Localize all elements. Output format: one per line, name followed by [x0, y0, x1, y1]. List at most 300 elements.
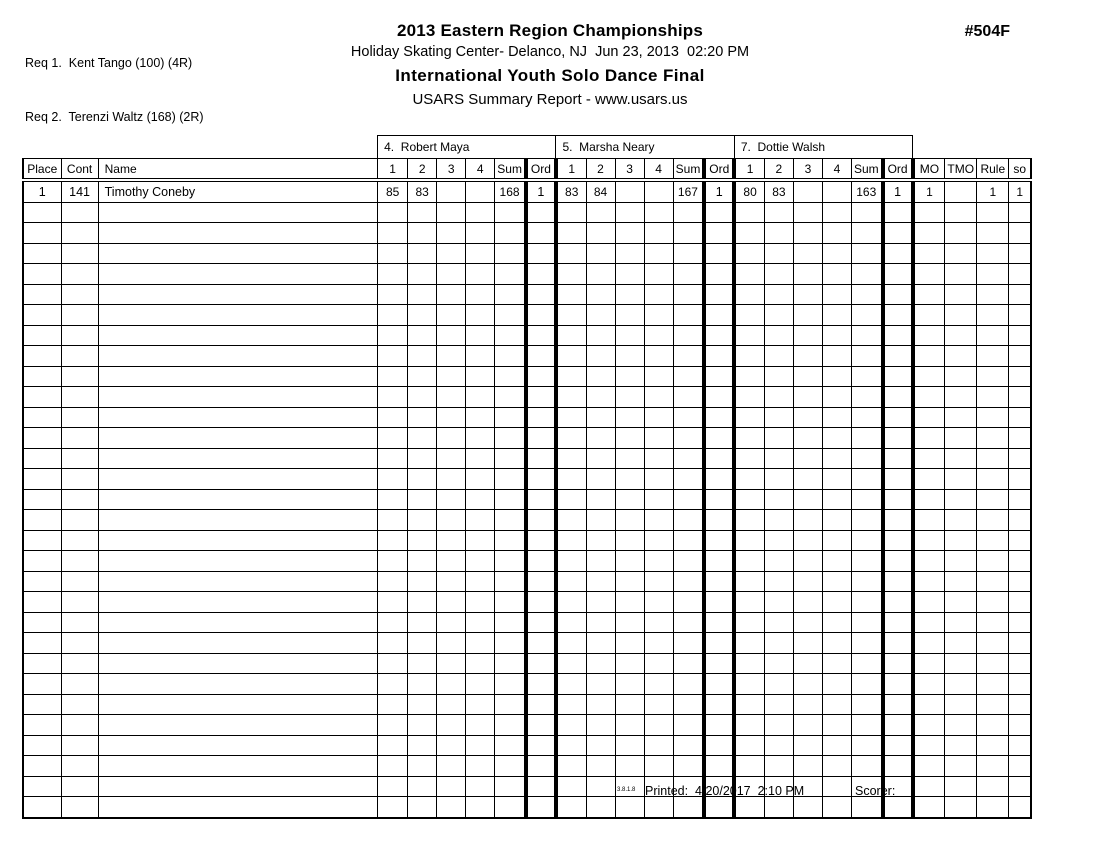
cell-score [466, 571, 495, 592]
report-type-line: USARS Summary Report - www.usars.us [412, 90, 688, 108]
cell-sum [852, 633, 883, 654]
header-j2-3: 3 [615, 159, 644, 181]
cell-score [734, 407, 764, 428]
cell-score [556, 551, 586, 572]
cell-ordinal [883, 346, 913, 367]
cell-ordinal [526, 387, 556, 408]
cell-sum [852, 264, 883, 285]
cell-score [822, 694, 851, 715]
cell-score [793, 202, 822, 223]
cell-cont [61, 407, 98, 428]
cell-score [764, 469, 793, 490]
cell-cont [61, 551, 98, 572]
cell-score [615, 510, 644, 531]
cell-score [793, 612, 822, 633]
cell-ordinal [883, 469, 913, 490]
cell-sum [852, 530, 883, 551]
cell-score [615, 612, 644, 633]
cell-skater-name [98, 510, 377, 531]
cell-score [764, 674, 793, 695]
cell-score [466, 612, 495, 633]
cell-cont [61, 243, 98, 264]
cell-cont [61, 571, 98, 592]
table-row [23, 264, 1031, 285]
cell-skater-name [98, 756, 377, 777]
cell-score [822, 756, 851, 777]
table-row [23, 180, 1031, 202]
cell-score [822, 202, 851, 223]
cell-sum [852, 756, 883, 777]
cell-score [615, 284, 644, 305]
cell-so [1009, 633, 1031, 654]
cell-sum [852, 612, 883, 633]
cell-tmo [945, 510, 977, 531]
cell-score [586, 674, 615, 695]
cell-so [1009, 756, 1031, 777]
cell-score [764, 202, 793, 223]
cell-sum [852, 551, 883, 572]
cell-score [764, 571, 793, 592]
cell-score [764, 715, 793, 736]
cell-ordinal [526, 510, 556, 531]
cell-score [437, 202, 466, 223]
cell-score [466, 551, 495, 572]
cell-cont [61, 448, 98, 469]
cell-score [644, 510, 673, 531]
cell-cont [61, 387, 98, 408]
cell-score [556, 612, 586, 633]
cell-score [556, 346, 586, 367]
cell-skater-name [98, 694, 377, 715]
cell-rule [977, 325, 1009, 346]
cell-score [615, 735, 644, 756]
header-j1-4: 4 [466, 159, 495, 181]
software-version: 3.8.1.8 [617, 787, 636, 793]
cell-score [437, 387, 466, 408]
cell-cont [61, 715, 98, 736]
cell-score [378, 715, 408, 736]
cell-score [408, 305, 437, 326]
cell-score [437, 530, 466, 551]
cell-mo [913, 284, 945, 305]
cell-score [615, 653, 644, 674]
cell-score [556, 592, 586, 613]
table-row [23, 551, 1031, 572]
cell-score [793, 264, 822, 285]
cell-sum [673, 448, 704, 469]
cell-score [556, 428, 586, 449]
cell-score: 85 [378, 180, 408, 202]
cell-score [793, 448, 822, 469]
judge-1-name: 4. Robert Maya [378, 136, 556, 159]
cell-rule [977, 571, 1009, 592]
cell-score [615, 551, 644, 572]
cell-ordinal [526, 448, 556, 469]
cell-score [466, 448, 495, 469]
cell-sum [852, 510, 883, 531]
cell-score [822, 469, 851, 490]
cell-ordinal [526, 264, 556, 285]
cell-score [644, 735, 673, 756]
cell-score [764, 448, 793, 469]
cell-tmo [945, 530, 977, 551]
cell-sum [673, 428, 704, 449]
cell-mo [913, 366, 945, 387]
cell-score [437, 756, 466, 777]
cell-ordinal [704, 653, 734, 674]
cell-score [734, 448, 764, 469]
cell-score [466, 428, 495, 449]
cell-ordinal [526, 346, 556, 367]
cell-skater-name [98, 653, 377, 674]
cell-score [378, 694, 408, 715]
cell-mo [913, 223, 945, 244]
cell-mo [913, 264, 945, 285]
cell-score [822, 674, 851, 695]
cell-score [822, 346, 851, 367]
cell-so [1009, 715, 1031, 736]
judge-row-left-spacer [23, 136, 378, 159]
cell-ordinal [704, 592, 734, 613]
cell-tmo [945, 571, 977, 592]
cell-score [556, 674, 586, 695]
cell-score [408, 530, 437, 551]
cell-sum [673, 551, 704, 572]
header-place: Place [23, 159, 61, 181]
cell-place [23, 284, 61, 305]
cell-sum [495, 264, 526, 285]
cell-score [822, 510, 851, 531]
cell-ordinal: 1 [526, 180, 556, 202]
cell-score [586, 428, 615, 449]
cell-score [734, 612, 764, 633]
cell-score [793, 592, 822, 613]
scorer-label: Scorer: [855, 784, 896, 798]
judge-row-right-spacer [913, 136, 1031, 159]
cell-ordinal [526, 735, 556, 756]
cell-score [466, 264, 495, 285]
cell-ordinal [526, 284, 556, 305]
req-line-2: Req 2. Terenzi Waltz (168) (2R) [25, 110, 204, 124]
cell-score [408, 428, 437, 449]
cell-so [1009, 407, 1031, 428]
cell-rule [977, 715, 1009, 736]
cell-sum: 163 [852, 180, 883, 202]
cell-score [793, 653, 822, 674]
cell-ordinal [526, 715, 556, 736]
cell-score [764, 325, 793, 346]
cell-sum [852, 284, 883, 305]
cell-rule [977, 346, 1009, 367]
cell-sum [495, 325, 526, 346]
header-j1-3: 3 [437, 159, 466, 181]
cell-rule [977, 469, 1009, 490]
cell-score [793, 715, 822, 736]
cell-place [23, 530, 61, 551]
cell-score [764, 510, 793, 531]
cell-cont: 141 [61, 180, 98, 202]
cell-score [615, 694, 644, 715]
req-line-1: Req 1. Kent Tango (100) (4R) [25, 56, 193, 70]
header-j3-3: 3 [793, 159, 822, 181]
cell-place [23, 243, 61, 264]
cell-skater-name [98, 202, 377, 223]
cell-score [615, 756, 644, 777]
table-row [23, 202, 1031, 223]
cell-score [378, 243, 408, 264]
table-row [23, 592, 1031, 613]
cell-tmo [945, 243, 977, 264]
cell-score [764, 243, 793, 264]
cell-score [734, 223, 764, 244]
cell-tmo [945, 735, 977, 756]
cell-score [822, 180, 851, 202]
table-row [23, 571, 1031, 592]
cell-score [822, 653, 851, 674]
cell-ordinal [883, 674, 913, 695]
cell-score [437, 305, 466, 326]
cell-place [23, 366, 61, 387]
cell-score [466, 407, 495, 428]
cell-sum [852, 448, 883, 469]
cell-sum [495, 510, 526, 531]
cell-score [644, 551, 673, 572]
cell-score [408, 633, 437, 654]
cell-ordinal [883, 551, 913, 572]
cell-score [437, 180, 466, 202]
cell-ordinal: 1 [883, 180, 913, 202]
cell-score [822, 387, 851, 408]
cell-score [437, 653, 466, 674]
cell-mo [913, 735, 945, 756]
cell-score [615, 243, 644, 264]
cell-cont [61, 223, 98, 244]
cell-cont [61, 510, 98, 531]
cell-so [1009, 469, 1031, 490]
cell-rule [977, 735, 1009, 756]
cell-score [408, 612, 437, 633]
cell-score [644, 715, 673, 736]
cell-ordinal [704, 284, 734, 305]
cell-score [764, 592, 793, 613]
cell-so [1009, 612, 1031, 633]
table-row [23, 243, 1031, 264]
cell-place [23, 428, 61, 449]
cell-score [408, 202, 437, 223]
cell-score [734, 592, 764, 613]
cell-score [793, 551, 822, 572]
cell-score [408, 592, 437, 613]
cell-ordinal [526, 305, 556, 326]
cell-sum [673, 346, 704, 367]
championship-title: 2013 Eastern Region Championships [396, 21, 704, 40]
cell-ordinal [883, 735, 913, 756]
cell-tmo [945, 653, 977, 674]
cell-ordinal [704, 756, 734, 777]
cell-score [556, 756, 586, 777]
cell-score [734, 346, 764, 367]
cell-score [615, 325, 644, 346]
cell-score [615, 428, 644, 449]
cell-sum [495, 571, 526, 592]
cell-score [466, 715, 495, 736]
table-row [23, 756, 1031, 777]
cell-score [644, 305, 673, 326]
cell-sum [852, 735, 883, 756]
cell-score [408, 756, 437, 777]
cell-cont [61, 592, 98, 613]
table-row [23, 694, 1031, 715]
cell-place [23, 346, 61, 367]
cell-sum [495, 469, 526, 490]
cell-ordinal [526, 551, 556, 572]
table-row [23, 284, 1031, 305]
cell-score [822, 489, 851, 510]
cell-score [586, 346, 615, 367]
cell-tmo [945, 612, 977, 633]
table-row [23, 448, 1031, 469]
cell-score [466, 325, 495, 346]
cell-score: 83 [764, 180, 793, 202]
header-cont: Cont [61, 159, 98, 181]
cell-sum [495, 715, 526, 736]
cell-rule [977, 366, 1009, 387]
cell-score [734, 653, 764, 674]
cell-score [644, 346, 673, 367]
cell-ordinal [526, 633, 556, 654]
cell-score: 83 [556, 180, 586, 202]
cell-ordinal [704, 428, 734, 449]
table-row [23, 489, 1031, 510]
cell-sum [495, 592, 526, 613]
header-name: Name [98, 159, 377, 181]
cell-score [586, 407, 615, 428]
cell-score [793, 387, 822, 408]
cell-sum [852, 223, 883, 244]
cell-cont [61, 284, 98, 305]
cell-score [466, 202, 495, 223]
cell-score [378, 202, 408, 223]
cell-tmo [945, 264, 977, 285]
cell-score [793, 694, 822, 715]
cell-ordinal [704, 530, 734, 551]
cell-score [822, 284, 851, 305]
cell-cont [61, 366, 98, 387]
header-j3-sum: Sum [852, 159, 883, 181]
cell-score [764, 264, 793, 285]
table-row [23, 346, 1031, 367]
cell-sum [673, 223, 704, 244]
cell-score [734, 284, 764, 305]
cell-score [408, 387, 437, 408]
cell-score [378, 510, 408, 531]
cell-ordinal [883, 264, 913, 285]
cell-score [764, 530, 793, 551]
cell-so [1009, 448, 1031, 469]
cell-tmo [945, 346, 977, 367]
cell-ordinal [704, 489, 734, 510]
cell-score [793, 284, 822, 305]
cell-sum [673, 264, 704, 285]
cell-score [437, 284, 466, 305]
cell-mo [913, 346, 945, 367]
cell-so [1009, 694, 1031, 715]
cell-skater-name [98, 448, 377, 469]
cell-so [1009, 530, 1031, 551]
cell-ordinal [704, 325, 734, 346]
table-row [23, 674, 1031, 695]
cell-sum [852, 387, 883, 408]
cell-skater-name [98, 305, 377, 326]
cell-mo [913, 633, 945, 654]
cell-score [466, 180, 495, 202]
report-header [0, 22, 1100, 107]
cell-ordinal [704, 407, 734, 428]
cell-score [764, 284, 793, 305]
cell-score [437, 633, 466, 654]
cell-score [556, 653, 586, 674]
cell-score [764, 633, 793, 654]
cell-cont [61, 612, 98, 633]
document-number: #504F [964, 23, 1010, 40]
cell-score [586, 448, 615, 469]
cell-score [556, 325, 586, 346]
cell-score [556, 305, 586, 326]
cell-score [408, 571, 437, 592]
cell-tmo [945, 448, 977, 469]
cell-score [734, 387, 764, 408]
cell-so [1009, 305, 1031, 326]
cell-so [1009, 735, 1031, 756]
cell-score [793, 346, 822, 367]
cell-tmo [945, 180, 977, 202]
cell-sum [673, 756, 704, 777]
cell-sum [495, 387, 526, 408]
judge-3-name: 7. Dottie Walsh [734, 136, 912, 159]
cell-score [378, 489, 408, 510]
cell-score [556, 510, 586, 531]
cell-so [1009, 571, 1031, 592]
cell-so [1009, 510, 1031, 531]
cell-place [23, 202, 61, 223]
cell-score [615, 346, 644, 367]
cell-mo [913, 387, 945, 408]
cell-score [764, 489, 793, 510]
cell-sum [673, 735, 704, 756]
cell-score [764, 223, 793, 244]
cell-so [1009, 653, 1031, 674]
cell-score [822, 633, 851, 654]
cell-sum [495, 530, 526, 551]
cell-score [644, 674, 673, 695]
cell-score [586, 223, 615, 244]
cell-score [466, 530, 495, 551]
cell-sum [673, 366, 704, 387]
cell-score [822, 223, 851, 244]
cell-mo [913, 551, 945, 572]
cell-rule [977, 407, 1009, 428]
cell-score [586, 715, 615, 736]
cell-score [793, 180, 822, 202]
cell-ordinal [883, 489, 913, 510]
cell-score [437, 592, 466, 613]
cell-sum [673, 284, 704, 305]
cell-score [764, 756, 793, 777]
cell-score [466, 387, 495, 408]
cell-score [437, 694, 466, 715]
cell-score [764, 735, 793, 756]
cell-ordinal [704, 448, 734, 469]
